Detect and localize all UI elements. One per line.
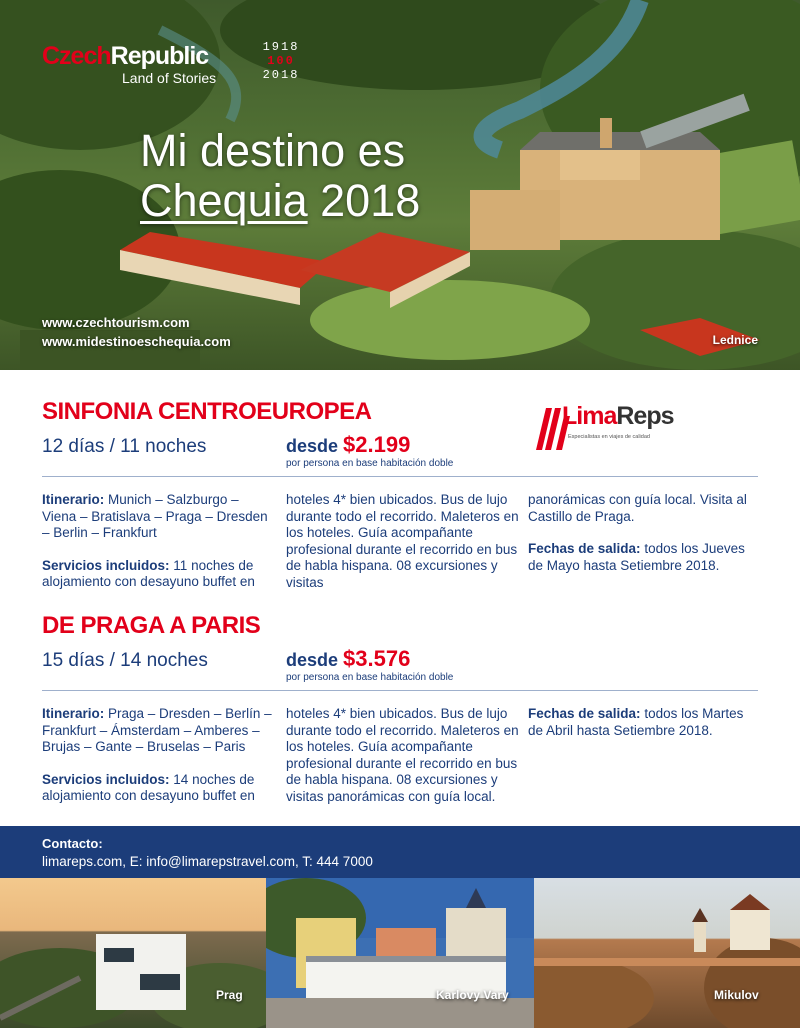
centenary-number: 100 <box>267 54 295 68</box>
offer-2-col-3 <box>528 706 762 755</box>
offer-2-col-1 <box>42 706 274 821</box>
prague-image <box>0 878 266 1028</box>
offer-2-title: DE PRAGA A PARIS <box>42 612 261 639</box>
centenary-year-start: 1918 <box>262 40 300 54</box>
offer-2-col-2 <box>286 706 520 821</box>
offer-2-dates-label: Fechas de salida: <box>528 706 641 721</box>
centenary-mark <box>256 40 306 82</box>
offer-1-price: $2.199 <box>343 432 411 457</box>
offer-1-price-block <box>286 432 410 458</box>
offer-1-itinerary <box>42 492 272 542</box>
centenary-year-end: 2018 <box>262 68 300 82</box>
limareps-name <box>562 402 674 431</box>
offer-1-services-end: panorámicas con guía local. Visita al Castillo de Praga. <box>528 492 747 524</box>
photo-caption-mikulov: Mikulov <box>714 988 759 1002</box>
offer-2-itinerary <box>42 706 274 756</box>
offer-1-dates-label: Fechas de salida: <box>528 541 641 556</box>
contact-details: limareps.com, E: info@limarepstravel.com, T: 444 7000 <box>42 854 373 869</box>
offer-2-services-cont: hoteles 4* bien ubicados. Bus de lujo durante todo el recorrido. Maleteros en los hoteles. Guía acompañante profesional durante el recorrido en bus de habla hispana. 08 excursiones y visitas panorámicas con guía local. <box>286 706 519 804</box>
photo-mikulov <box>534 878 800 1028</box>
offer-2-price-note: por persona en base habitación doble <box>286 672 454 683</box>
limareps-name-suffix: Reps <box>616 402 674 430</box>
photo-prague <box>0 878 266 1028</box>
offer-2-itinerary-label: Itinerario: <box>42 706 105 721</box>
headline-year: 2018 <box>307 175 421 226</box>
limareps-logo <box>534 398 694 458</box>
offer-1-col-1 <box>42 492 272 607</box>
url-czechtourism[interactable]: www.czechtourism.com <box>42 315 190 330</box>
logo-republic-word: Republic <box>110 42 209 70</box>
page-headline <box>140 126 420 226</box>
contact-label: Contacto: <box>42 836 103 851</box>
offer-2-dates-text: todos los Martes de Abril hasta Setiembre 2018. <box>528 706 744 738</box>
photo-caption-lednice: Lednice <box>712 333 758 347</box>
url-midestino[interactable]: www.midestinoeschequia.com <box>42 334 231 349</box>
offer-1-duration: 12 días / 11 noches <box>42 436 207 457</box>
offer-1-itinerary-label: Itinerario: <box>42 492 105 507</box>
hero-urls <box>42 313 231 351</box>
logo-czech-word: Czech <box>42 42 111 70</box>
offer-1-itinerary-text: Munich – Salzburgo – Viena – Bratislava – Praga – Dresden – Berlin – Frankfurt <box>42 492 268 540</box>
mikulov-image <box>534 878 800 1028</box>
headline-country: Chequia <box>140 175 308 226</box>
offer-2-duration: 15 días / 14 noches <box>42 650 208 671</box>
offer-2-dates <box>528 706 762 739</box>
offer-2-price: $3.576 <box>343 646 411 671</box>
limareps-name-prefix: Lima <box>562 402 617 430</box>
offer-1-services <box>42 558 272 591</box>
offer-2-services-label: Servicios incluidos: <box>42 771 170 787</box>
offer-2-divider <box>42 690 758 691</box>
offer-1-price-note: por persona en base habitación doble <box>286 458 454 469</box>
logo-tagline: Land of Stories <box>122 70 217 86</box>
offer-1-col-2 <box>286 492 520 607</box>
offer-2-desde: desde <box>286 650 344 670</box>
czech-republic-logo <box>42 44 216 86</box>
offer-2-price-block <box>286 646 410 672</box>
offer-1-dates <box>528 541 762 574</box>
offer-1-title: SINFONIA CENTROEUROPEA <box>42 398 372 425</box>
offer-1-services-label: Servicios incluidos: <box>42 557 170 573</box>
offer-1-divider <box>42 476 758 477</box>
offer-2-services <box>42 772 274 805</box>
photo-karlovy-vary <box>266 878 534 1028</box>
photo-caption-prague: Prag <box>216 988 243 1002</box>
offer-1-desde: desde <box>286 436 344 456</box>
karlovy-vary-image <box>266 878 534 1028</box>
photo-caption-karlovy-vary: Karlovy Vary <box>436 988 509 1002</box>
offer-1-services-text-1: 11 noches de alojamiento con desayuno buffet en <box>42 557 255 589</box>
offer-1-services-cont: hoteles 4* bien ubicados. Bus de lujo durante todo el recorrido. Maleteros en los hoteles. Guía acompañante profesional durante el recorrido en bus de habla hispana. 08 excursiones y visitas <box>286 492 519 590</box>
offer-1-dates-text: todos los Jueves de Mayo hasta Setiembre 2018. <box>528 541 745 573</box>
offer-1-col-3 <box>528 492 762 590</box>
limareps-tagline: Especialistas en viajes de calidad <box>568 434 650 440</box>
headline-line1: Mi destino es <box>140 125 406 176</box>
offer-2-itinerary-text: Praga – Dresden – Berlín – Frankfurt – Ámsterdam – Amberes – Brujas – Gante – Bruselas – Paris <box>42 706 272 754</box>
contact-bar <box>0 826 800 878</box>
hero-banner <box>0 0 800 370</box>
offer-2-services-text-1: 14 noches de alojamiento con desayuno buffet en <box>42 771 255 803</box>
